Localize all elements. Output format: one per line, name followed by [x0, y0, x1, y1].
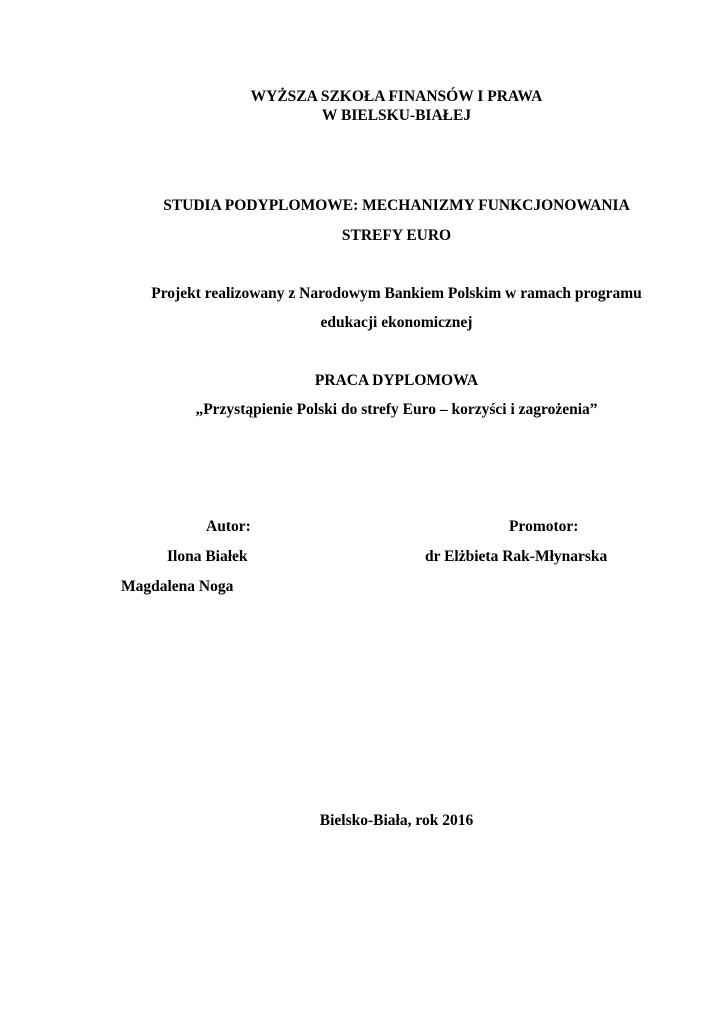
supervisor-label: Promotor:: [509, 518, 579, 535]
place-and-year: Bielsko-Biała, rok 2016: [319, 812, 474, 829]
school-city: W BIELSKU-BIAŁEJ: [321, 107, 472, 124]
thesis-title: „Przystąpienie Polski do strefy Euro – korzyści i zagrożenia”: [195, 401, 598, 418]
thesis-type: PRACA DYPLOMOWA: [314, 372, 479, 389]
supervisor-name: dr Elżbieta Rak-Młynarska: [425, 548, 608, 565]
author-label: Autor:: [206, 518, 251, 535]
author-name-1: Ilona Białek: [167, 548, 248, 565]
project-description-cont: edukacji ekonomicznej: [320, 314, 473, 331]
studies-subtitle: STREFY EURO: [341, 227, 452, 244]
studies-title: STUDIA PODYPLOMOWE: MECHANIZMY FUNKCJONOWANIA: [163, 197, 630, 214]
project-description: Projekt realizowany z Narodowym Bankiem Polskim w ramach programu: [151, 285, 642, 302]
school-name: WYŻSZA SZKOŁA FINANSÓW I PRAWA: [250, 88, 543, 105]
author-name-2: Magdalena Noga: [121, 578, 234, 595]
